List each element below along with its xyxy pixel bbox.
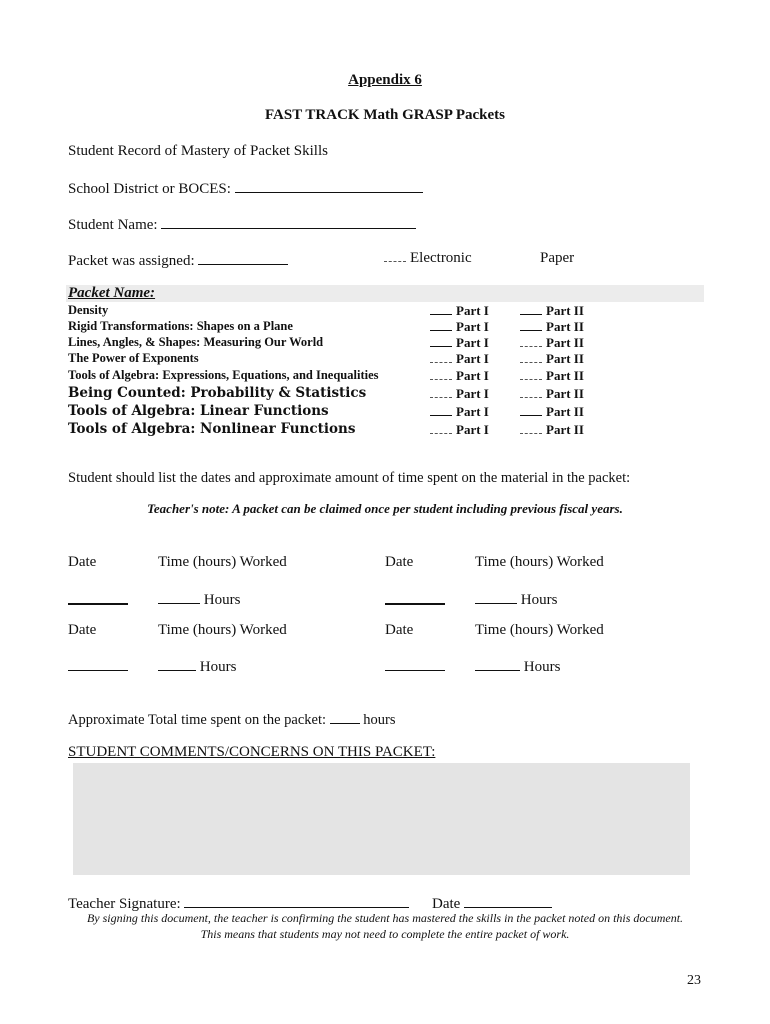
part1-check[interactable]: Part I: [430, 422, 489, 438]
part2-check[interactable]: Part II: [520, 368, 584, 384]
time-header: Time (hours) Worked: [475, 554, 604, 570]
assigned-field: [68, 250, 288, 270]
paper-option[interactable]: [520, 250, 574, 267]
date-entry[interactable]: [68, 589, 128, 610]
part1-check[interactable]: Part I: [430, 368, 489, 384]
time-header: Time (hours) Worked: [475, 622, 604, 638]
packet-item: Lines, Angles, & Shapes: Measuring Our World: [68, 335, 324, 349]
part2-check[interactable]: Part II: [520, 303, 584, 319]
part1-check[interactable]: Part I: [430, 386, 489, 402]
part2-check[interactable]: Part II: [520, 351, 584, 367]
signature-date-field: [432, 893, 552, 913]
district-input-line[interactable]: [235, 178, 423, 193]
paper-label: Paper: [540, 250, 575, 266]
part2-check[interactable]: Part II: [520, 319, 584, 335]
part1-check[interactable]: Part I: [430, 404, 489, 420]
comments-heading: STUDENT COMMENTS/CONCERNS ON THIS PACKET:: [68, 744, 436, 760]
packet-name-heading: Packet Name:: [68, 285, 156, 301]
packet-item: Tools of Algebra: Expressions, Equations, and Inequalities: [68, 368, 379, 382]
hours-entry[interactable]: Hours: [475, 656, 560, 676]
page-number: 23: [687, 973, 701, 988]
total-time-unit: hours: [363, 712, 396, 728]
part2-check[interactable]: Part II: [520, 386, 584, 402]
district-label: School District or BOCES:: [68, 181, 231, 197]
assigned-input-line[interactable]: [198, 250, 288, 265]
electronic-option[interactable]: [384, 250, 472, 267]
part1-check[interactable]: Part I: [430, 303, 489, 319]
date-entry[interactable]: [385, 656, 445, 676]
signature-note-line2: This means that students may not need to complete the entire packet of work.: [200, 927, 570, 941]
district-field: [68, 178, 423, 198]
date-header: Date: [385, 554, 414, 570]
total-time-field: [68, 709, 396, 729]
electronic-checkbox[interactable]: [384, 250, 406, 262]
hours-entry[interactable]: Hours: [158, 656, 236, 676]
packet-item: Tools of Algebra: Linear Functions: [68, 403, 329, 419]
teacher-signature-field: [68, 893, 409, 913]
packet-heading-band: [66, 285, 704, 302]
teacher-signature-label: Teacher Signature:: [68, 896, 181, 912]
date-entry[interactable]: [385, 589, 445, 610]
student-name-input-line[interactable]: [161, 214, 416, 229]
packet-item: Tools of Algebra: Nonlinear Functions: [68, 421, 356, 437]
record-heading: Student Record of Mastery of Packet Skills: [68, 143, 328, 159]
total-time-input-line[interactable]: [330, 709, 360, 724]
document-title: FAST TRACK Math GRASP Packets: [264, 107, 505, 123]
time-header: Time (hours) Worked: [158, 554, 287, 570]
part2-check[interactable]: Part II: [520, 335, 584, 351]
signature-date-line[interactable]: [464, 893, 552, 908]
time-header: Time (hours) Worked: [158, 622, 287, 638]
packet-item: The Power of Exponents: [68, 351, 199, 365]
time-instruction: Student should list the dates and approximate amount of time spent on the material in the packet:: [68, 470, 631, 486]
hours-entry[interactable]: Hours: [475, 589, 557, 609]
date-header: Date: [68, 622, 97, 638]
teacher-note: Teacher's note: A packet can be claimed once per student including previous fiscal years.: [147, 501, 623, 516]
assigned-label: Packet was assigned:: [68, 253, 195, 269]
part2-check[interactable]: Part II: [520, 422, 584, 438]
hours-entry[interactable]: Hours: [158, 589, 240, 609]
part1-check[interactable]: Part I: [430, 335, 489, 351]
packet-item: Density: [68, 303, 109, 317]
date-entry[interactable]: [68, 656, 128, 676]
date-header: Date: [68, 554, 97, 570]
total-time-label: Approximate Total time spent on the packet:: [68, 712, 327, 728]
part1-check[interactable]: Part I: [430, 319, 489, 335]
teacher-signature-line[interactable]: [184, 893, 409, 908]
packet-item: Rigid Transformations: Shapes on a Plane: [68, 319, 293, 333]
packet-item: Being Counted: Probability & Statistics: [68, 385, 367, 401]
electronic-label: Electronic: [410, 250, 472, 266]
student-name-label: Student Name:: [68, 217, 158, 233]
appendix-label: Appendix 6: [348, 72, 422, 88]
part2-check[interactable]: Part II: [520, 404, 584, 420]
signature-note-line1: By signing this document, the teacher is confirming the student has mastered the skills in the packet noted on this document.: [86, 911, 684, 925]
part1-check[interactable]: Part I: [430, 351, 489, 367]
comments-textarea[interactable]: [73, 763, 690, 875]
signature-date-label: Date: [432, 896, 461, 912]
date-header: Date: [385, 622, 414, 638]
student-name-field: [68, 214, 416, 234]
